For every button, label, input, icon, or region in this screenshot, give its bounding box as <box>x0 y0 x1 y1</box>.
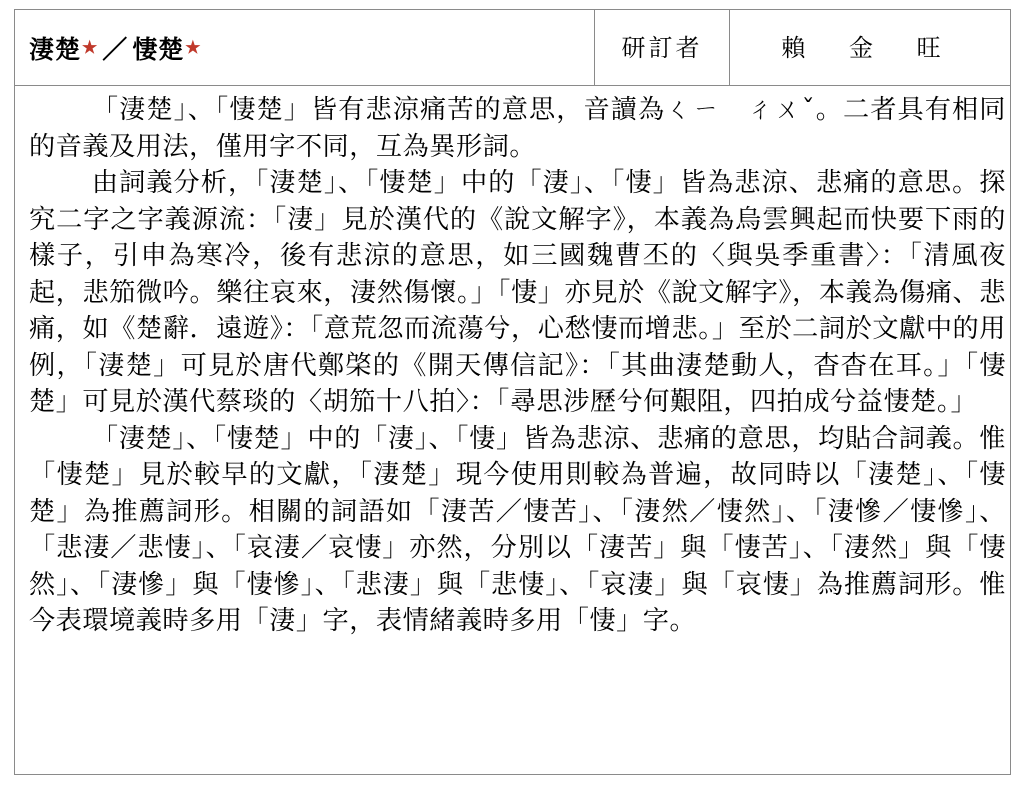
entry-title <box>15 10 595 85</box>
star-icon-b: ★ <box>185 37 202 58</box>
paragraph-1: 「淒楚」、「悽楚」皆有悲涼痛苦的意思，音讀為ㄑㄧ ㄔㄨˇ。二者具有相同的音義及用法，僅用字不同，互為異形詞。 <box>29 95 1006 162</box>
entry-body <box>15 86 1010 774</box>
entry-sheet <box>14 9 1011 775</box>
paragraph-2: 由詞義分析，「淒楚」、「悽楚」中的「淒」、「悽」皆為悲涼、悲痛的意思。探究二字之字義源流：「淒」見於漢代的《說文解字》，本義為烏雲興起而快要下雨的樣子，引申為寒冷，後有悲涼的意思，如三國魏曹丕的〈與吳季重書〉：「清風夜起，悲笳微吟。樂往哀來，淒然傷懷。」「悽」亦見於《說文解字》，本義為傷痛、悲痛，如《楚辭．遠遊》：「意荒忽而流蕩兮，心愁悽而增悲。」至於二詞於文獻中的用例，「淒楚」可見於唐代鄭棨的《開天傳信記》：「其曲淒楚動人，杳杳在耳。」「悽楚」可見於漢代蔡琰的〈胡笳十八拍〉：「尋思涉歷兮何艱阻，四拍成兮益悽楚。」 <box>29 168 1006 417</box>
star-icon-a: ★ <box>82 37 99 58</box>
term-a: 淒楚 <box>29 34 82 64</box>
paragraph-3: 「淒楚」、「悽楚」中的「淒」、「悽」皆為悲涼、悲痛的意思，均貼合詞義。惟「悽楚」見於較早的文獻，「淒楚」現今使用則較為普遍，故同時以「淒楚」、「悽楚」為推薦詞形。相關的詞語如「淒苦／悽苦」、「淒然／悽然」、「淒慘／悽慘」、「悲淒／悲悽」、「哀淒／哀悽」亦然，分別以「淒苦」與「悽苦」、「淒然」與「悽然」、「淒慘」與「悽慘」、「悲淒」與「悲悽」、「哀淒」與「哀悽」為推薦詞形。惟今表環境義時多用「淒」字，表情緒義時多用「悽」字。 <box>29 423 1006 636</box>
term-b: 悽楚 <box>132 34 185 64</box>
term-separator: ／ <box>102 34 129 64</box>
entry-header <box>15 10 1010 86</box>
editor-label: 研訂者 <box>595 10 730 85</box>
editor-name: 賴 金 旺 <box>781 34 959 62</box>
